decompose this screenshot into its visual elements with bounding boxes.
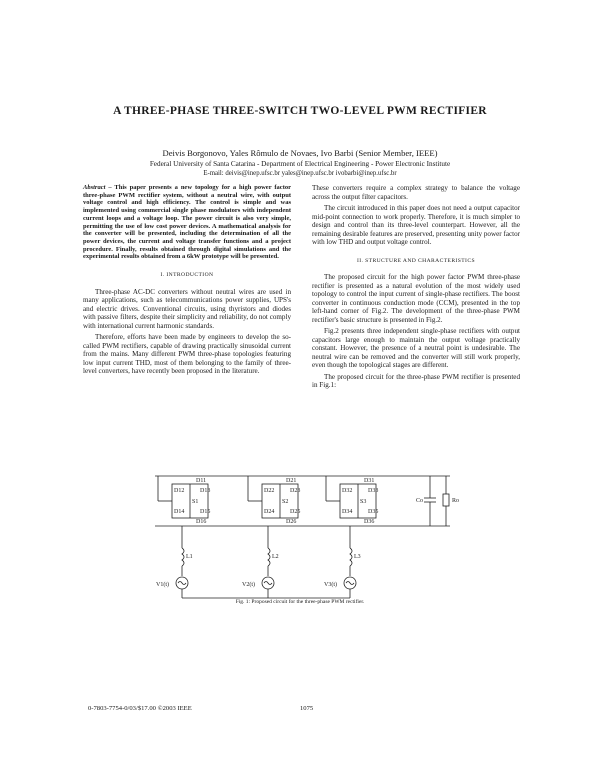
abstract-text: – This paper presents a new topology for a high power factor three-phase PWM rectifier system, without a neutral wire, with output voltage control and high efficiency. The control is simple and was implemented using commercial single phase modulators with independent current loops and a voltage loop. The power circuit is also very simple, permitting the use of low cost power devices. A mathematical analysis for the converter will be presented, including the determination of all the power devices, the current and voltage transfer functions and a project procedure. Finally, results obtained through digital simulations and the experimental results obtained from a 6kW prototype will be presented. bbox=[83, 184, 291, 261]
label-d31: D31 bbox=[364, 478, 375, 484]
label-d32: D32 bbox=[342, 488, 353, 494]
label-d21: D21 bbox=[286, 478, 297, 484]
page-number: 1075 bbox=[300, 705, 314, 712]
label-d24: D24 bbox=[264, 509, 275, 515]
label-v1: V1(t) bbox=[156, 582, 169, 588]
section-1-paragraph-2: Therefore, efforts have been made by engineers to develop the so-called PWM rectifiers, capable of drawing practically sinusoidal current from the mains. Many different PWM three-phase topologies featuring low input current THD, most of them belonging to the family of three-level converters, have recently been proposed in the literature. bbox=[83, 333, 291, 376]
circuit-diagram bbox=[150, 466, 475, 606]
label-d11: D11 bbox=[196, 478, 207, 484]
figure-caption: Fig. 1: Proposed circuit for the three-phase PWM rectifier. bbox=[235, 599, 365, 605]
section-2-paragraph-1: The proposed circuit for the high power factor PWM three-phase rectifier is presented as a natural evolution of the most widely used topology to control the input current of single-phase rectifiers. The boost converter in continuous conduction mode (CCM), presented in the top left-hand corner of Fig.2. The development of the three-phase PWM rectifier's basic structure is presented in Fig.2. bbox=[312, 273, 520, 324]
section-2-paragraph-3: The proposed circuit for the three-phase PWM rectifier is presented in Fig.1: bbox=[312, 372, 520, 389]
label-co: Co bbox=[416, 498, 424, 504]
label-d22: D22 bbox=[264, 488, 275, 494]
abstract-label: Abstract bbox=[83, 184, 106, 191]
section-2-heading: II. STRUCTURE AND CHARACTERISTICS bbox=[357, 257, 475, 264]
label-d34: D34 bbox=[342, 509, 353, 515]
section-1-paragraph-1: Three-phase AC-DC converters without neutral wires are used in many applications, such as telecommunications power supplies, UPS's and electric drives. Conventional circuits, using thyristors and diodes with passive filters, despite their simplicity and reliability, do not comply with international current harmonic standards. bbox=[83, 287, 291, 330]
paper-authors: Deivis Borgonovo, Yales Rômulo de Novaes, Ivo Barbi (Senior Member, IEEE) bbox=[162, 148, 438, 158]
right-paragraph-1: These converters require a complex strategy to balance the voltage across the output filter capacitors. bbox=[312, 184, 520, 201]
paper-email: E-mail: deivis@inep.ufsc.br yales@inep.ufsc.br ivobarbi@inep.ufsc.br bbox=[203, 170, 397, 177]
label-d33: D33 bbox=[368, 488, 379, 494]
label-v3: V3(t) bbox=[324, 582, 337, 588]
left-column bbox=[83, 184, 291, 379]
label-d23: D23 bbox=[290, 488, 301, 494]
label-d14: D14 bbox=[174, 509, 185, 515]
footer-copyright: 0-7803-7754-0/03/$17.00 ©2003 IEEE bbox=[88, 705, 192, 712]
label-ro: Ro bbox=[452, 498, 460, 504]
label-l2: L2 bbox=[272, 554, 279, 560]
right-paragraph-2: The circuit introduced in this paper does not need a output capacitor mid-point connection to work properly. Therefore, it is much simpler to design and control than its three-level counterpart. However, all the remaining desirable features are preserved, presenting unity power factor with low THD and output voltage control. bbox=[312, 204, 520, 246]
label-s1: S1 bbox=[192, 499, 199, 505]
label-d13: D13 bbox=[200, 488, 211, 494]
label-d25: D25 bbox=[290, 509, 301, 515]
label-s3: S3 bbox=[360, 499, 367, 505]
section-1-heading: I. INTRODUCTION bbox=[160, 272, 214, 279]
paper-affiliation: Federal University of Santa Catarina - Department of Electrical Engineering - Power Electronic Institute bbox=[149, 160, 451, 168]
label-v2: V2(t) bbox=[242, 582, 255, 588]
abstract bbox=[83, 184, 291, 261]
section-2-paragraph-2: Fig.2 presents three independent single-phase rectifiers with output capacitors large enough to maintain the output voltage practically constant. However, the presence of a neutral point is undesirable. The neutral wire can be removed and the converter will still work properly, even though the topological stages are different. bbox=[312, 327, 520, 369]
label-l3: L3 bbox=[354, 554, 361, 560]
label-s2: S2 bbox=[282, 499, 289, 505]
right-column bbox=[312, 184, 520, 393]
label-d16: D16 bbox=[196, 519, 207, 525]
label-d36: D36 bbox=[364, 519, 375, 525]
paper-title: A THREE-PHASE THREE-SWITCH TWO-LEVEL PWM RECTIFIER bbox=[113, 105, 487, 117]
label-d35: D35 bbox=[368, 509, 379, 515]
label-d12: D12 bbox=[174, 488, 185, 494]
label-d15: D15 bbox=[200, 509, 211, 515]
label-d26: D26 bbox=[286, 519, 297, 525]
label-l1: L1 bbox=[186, 554, 193, 560]
